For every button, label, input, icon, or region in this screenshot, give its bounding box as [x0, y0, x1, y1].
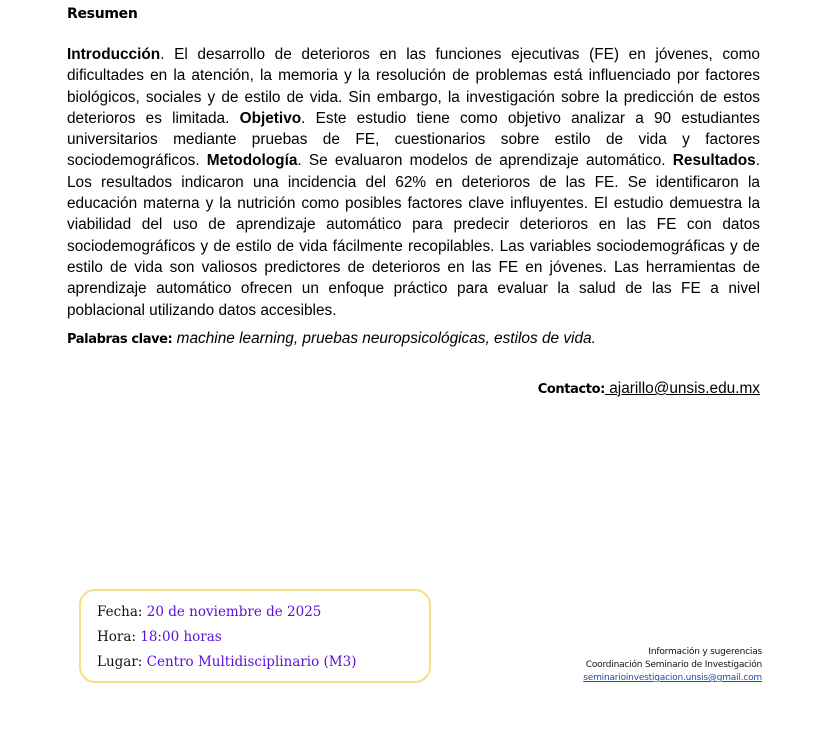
date-label: Fecha:	[97, 604, 143, 620]
place-label: Lugar:	[97, 654, 143, 670]
event-time-row	[97, 625, 429, 650]
time-label: Hora:	[97, 629, 136, 645]
info-email-link[interactable]: seminarioinvestigacion.unsis@gmail.com	[583, 673, 762, 683]
abstract-paragraph	[67, 44, 760, 321]
time-value: 18:00 horas	[140, 629, 222, 645]
keywords	[67, 330, 596, 348]
keywords-text: machine learning, pruebas neuropsicológicas, estilos de vida.	[172, 330, 596, 347]
info-line-2: Coordinación Seminario de Investigación	[585, 660, 762, 670]
objective-text: . Este estudio tiene como objetivo analizar a 90 estudiantes universitarios mediante pruebas de FE, cuestionarios sobre estilo de vida y factores sociodemográficos.	[67, 109, 760, 170]
contact-label: Contacto:	[537, 382, 605, 397]
results-text: . Los resultados indicaron una incidencia del 62% en deterioros de las FE. Se identificaron la educación materna y la nutrición como posibles factores clave influyentes. El estudio demuestra la viabilidad del uso de aprendizaje automático para predecir deterioros en las FE con datos sociodemográficos y de estilo de vida fácilmente recopilables. Las variables sociodemográficas y de estilo de vida son valiosos predictores de deterioros en las FE en jóvenes. Las herramientas de aprendizaje automático ofrecen un enfoque práctico para evaluar la salud de las FE a nivel poblacional utilizando datos accesibles.	[67, 152, 761, 319]
date-value: 20 de noviembre de 2025	[146, 604, 322, 620]
contact	[538, 380, 760, 398]
event-date-row	[97, 600, 429, 625]
place-value: Centro Multidisciplinario (M3)	[146, 654, 357, 670]
method-label: Metodología	[206, 152, 298, 170]
results-label: Resultados	[672, 152, 756, 170]
method-text: . Se evaluaron modelos de aprendizaje automático.	[297, 152, 673, 170]
info-block	[583, 646, 762, 685]
objective-label: Objetivo	[239, 109, 302, 127]
contact-email-link[interactable]: ajarillo@unsis.edu.mx	[604, 380, 760, 397]
info-line-1: Información y sugerencias	[648, 647, 762, 657]
keywords-label: Palabras clave:	[67, 332, 173, 347]
section-title: Resumen	[67, 6, 138, 22]
event-details-box	[79, 589, 431, 683]
event-place-row	[97, 650, 429, 675]
intro-text: . El desarrollo de deterioros en las funciones ejecutivas (FE) en jóvenes, como dificultades en la atención, la memoria y la resolución de problemas está influenciado por factores biológicos, sociales y de estilo de vida. Sin embargo, la investigación sobre la predicción de estos deterioros es limitada.	[67, 46, 760, 127]
intro-label: Introducción	[67, 46, 161, 63]
